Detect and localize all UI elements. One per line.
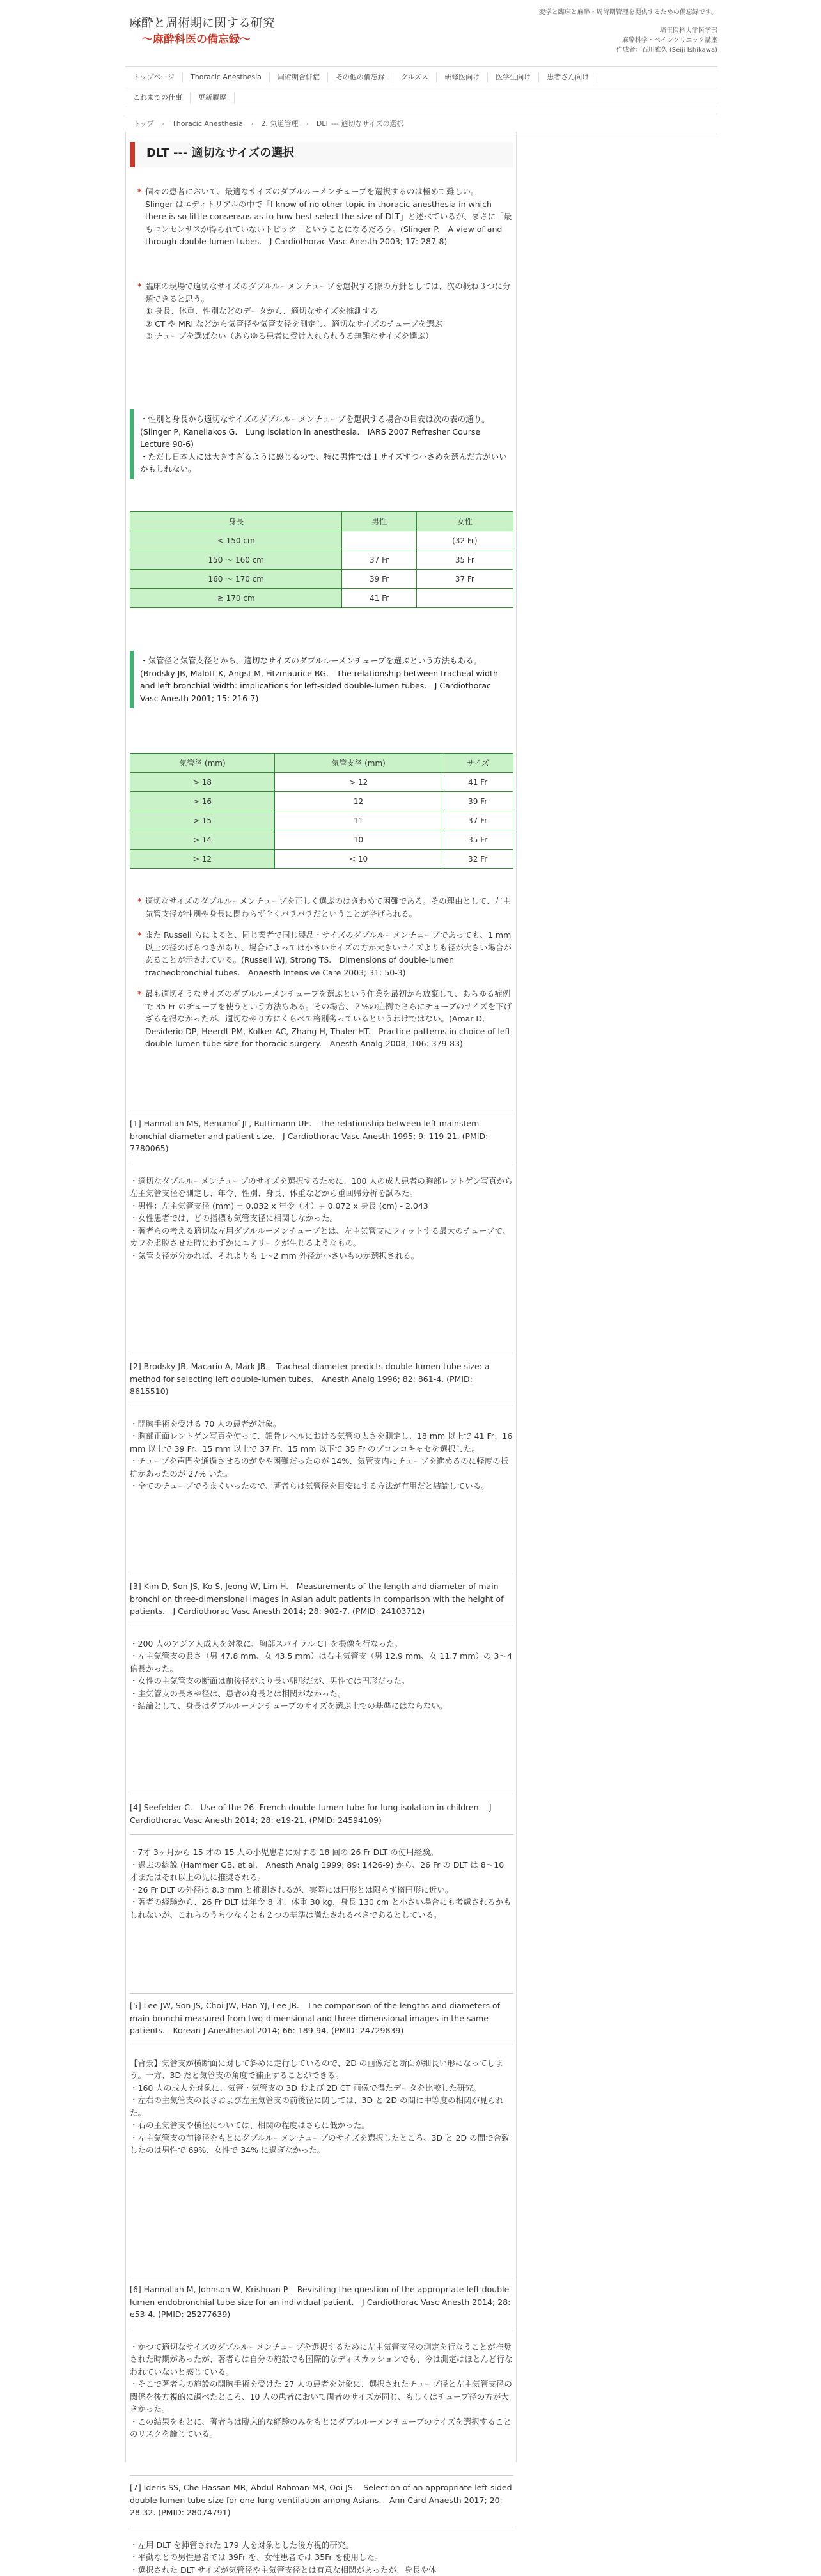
summary-item: ・過去の総説 (Hammer GB, et al. Anesth Analg 1999; 89: 1426-9) から、26 Fr の DLT は 8〜10 才またはそれ以上の児に推奨される。 [130,1859,513,1884]
nav-item-students[interactable]: 医学生向け [488,72,539,83]
site-header [125,0,717,64]
divider [130,1834,513,1835]
summary-item: ・チューブを声門を通過させるのがやや困難だったのが 14%、気管支内にチューブを進めるのに軽度の抵抗があったのが 27% いた。 [130,1455,513,1480]
table-cell: 39 Fr [342,570,416,589]
breadcrumb-separator: › [162,119,164,130]
table-header: 女性 [416,512,513,531]
table-row [130,589,513,608]
reference-citation: [1] Hannallah MS, Benumof JL, Ruttimann UE. The relationship between left mainstem bronchial diameter and patient size. J Cardiothorac Vasc Anesth 1995; 9: 119-21. (PMID: 7780065) [130,1117,513,1155]
reference-1 [130,1117,513,1262]
summary-item: ・この結果をもとに、著者らは臨床的な経験のみをもとにダブルルーメンチューブのサイズを選択することのリスクを論じている。 [130,2416,513,2440]
nav-item-history[interactable]: 更新履歴 [191,93,235,104]
page-wrapper [125,0,717,64]
table-cell: > 14 [130,830,275,850]
intro-section-2 [130,280,513,343]
summary-item: ・主気管支の長さや径は、患者の身長とは相関がなかった。 [130,1688,513,1700]
summary-item: ・左用 DLT を挿管された 179 人を対象とした後方視的研究。 [130,2539,513,2552]
summary-item: ・男性：左主気管支径 (mm) = 0.032 x 年令（才）+ 0.072 x 身長 (cm) - 2.043 [130,1200,513,1213]
intro-text: ② CT や MRI などから気管径や気管支径を測定し、適切なサイズのチューブを選ぶ [145,318,513,330]
nav-item-complications[interactable]: 周術期合併症 [270,72,328,83]
summary-item: ・選択された DLT サイズが気管径や主気管支径とは有意な相関があったが、身長や体 [130,2564,513,2576]
table-cell: 39 Fr [442,792,513,811]
nav-row-2 [125,88,717,108]
reference-citation: [6] Hannallah M, Johnson W, Krishnan P. Revisiting the question of the appropriate left double-lumen endobronchial tube size for an individual patient. J Cardiothorac Vasc Anesth 2014; 28: e53-4. (PMID: 25277639) [130,2283,513,2321]
table-header-row [130,512,513,531]
breadcrumb-top[interactable]: トップ [133,119,154,130]
reference-6 [130,2283,513,2440]
table-header: 男性 [342,512,416,531]
note-callout [130,409,513,479]
intro-bullet [130,280,513,343]
reference-3 [130,1580,513,1712]
table-row [130,811,513,830]
height-note [130,409,513,479]
summary-item: ・そこで著者らの施設の開胸手術を受けた 27 人の患者を対象に、選択されたチューブ径と左主気管支径の関係を後方視的に調べたところ、10 人の患者において両者のサイズが同じ、もしくはチューブ径の方が大きかった。 [130,2378,513,2416]
nav-item-other-notes[interactable]: その他の備忘録 [328,72,393,83]
breadcrumb-separator: › [251,119,253,130]
table-cell: 150 〜 160 cm [130,550,342,570]
reference-citation: [4] Seefelder C. Use of the 26- French double-lumen tube for lung isolation in children. J Cardiothorac Vasc Anesth 2014; 28: e19-21. (PMID: 24594109) [130,1801,513,1826]
summary-item: ・7才 3ヶ月から 15 才の 15 人の小児患者に対する 18 回の 26 Fr DLT の使用経験。 [130,1846,513,1859]
note-text: ・性別と身長から適切なサイズのダブルルーメンチューブを選択する場合の目安は次の表の通り。(Slinger P, Kanellakos G. Lung isolation in anesthesia. IARS 2007 Refresher Course Lecture 90-6) [140,413,508,451]
breadcrumb-thoracic[interactable]: Thoracic Anesthesia [172,119,243,130]
header-info [539,8,717,55]
key-points [130,895,513,1050]
main-content [125,132,517,2462]
summary-item: ・全てのチューブでうまくいったので、著者らは気管径を目安にする方法が有用だと結論している。 [130,1480,513,1493]
table-cell: 10 [274,830,442,850]
divider [130,2475,513,2476]
table-cell: 37 Fr [416,570,513,589]
nav-item-past-work[interactable]: これまでの仕事 [125,93,191,104]
table-cell: 12 [274,792,442,811]
summary-item: ・女性患者では、どの指標も気管支径に相関しなかった。 [130,1212,513,1225]
reference-5 [130,1999,513,2157]
reference-citation: [5] Lee JW, Son JS, Choi JW, Han YJ, Lee JR. The comparison of the lengths and diameters of main bronchi measured from two-dimensional and three-dimensional images in the same patients. Korean J Anesthesiol 2014; 66: 189-94. (PMID: 24729839) [130,1999,513,2037]
point-item: * 適切なサイズのダブルルーメンチューブを正しく選ぶのはきわめて困難である。その理由として、左主気管支径が性別や身長に関わらず全くバラバラだということが挙げられる。 [130,895,513,920]
summary-item: ・左右の主気管支の長さおよび左主気管支の前後径に関しては、3D と 2D の間に中等度の相関が見られた。 [130,2094,513,2119]
table-cell: > 16 [130,792,275,811]
table-cell: ≧ 170 cm [130,589,342,608]
table-cell: > 15 [130,811,275,830]
note-text: ・ただし日本人には大きすぎるように感じるので、特に男性では１サイズずつ小さめを選んだ方がいいかもしれない。 [140,451,508,476]
summary-item: 【背景】気管支が横断面に対して斜めに走行しているので、2D の画像だと断面が細長い形になってしまう。一方、3D だと気管支の角度で補正することができる。 [130,2057,513,2082]
page-title: DLT --- 適切なサイズの選択 [130,142,513,167]
nav-item-residents[interactable]: 研修医向け [437,72,488,83]
intro-text: ③ チューブを選ばない（あらゆる患者に受け入れられうる無難なサイズを選ぶ） [145,330,513,343]
site-title[interactable]: 麻酔と周術期に関する研究 [129,14,275,33]
breadcrumb-current: DLT --- 適切なサイズの選択 [317,119,404,130]
table-cell: > 12 [274,773,442,792]
intro-section-1 [130,185,513,248]
table-row [130,773,513,792]
summary-item: ・著者の経験から、26 Fr DLT は年令 8 才、体重 30 kg、身長 130 cm と小さい場合にも考慮されるかもしれないが、これらのうち少なくとも２つの基準は満たされるべきであるとしている。 [130,1896,513,1921]
summary-item: ・開胸手術を受ける 70 人の患者が対象。 [130,1418,513,1431]
summary-item: ・160 人の成人を対象に、気管・気管支の 3D および 2D CT 画像で得たデータを比較した研究。 [130,2082,513,2095]
reference-summary [130,1175,513,1262]
summary-item: ・適切なダブルルーメンチューブのサイズを選択するために、100 人の成人患者の胸部レントゲン写真から左主気管支径を測定し、年令、性別、身長、体重などから重回帰分析を試みた。 [130,1175,513,1200]
reference-summary [130,2057,513,2157]
summary-item: ・左主気管支の前後径をもとにダブルルーメンチューブのサイズを選択したところ、3D と 2D の間で合致したのは男性で 69%、女性で 34% に過ぎなかった。 [130,2132,513,2157]
table-row [130,550,513,570]
reference-citation: [3] Kim D, Son JS, Ko S, Jeong W, Lim H. Measurements of the length and diameter of main bronchi on three-dimensional images in Asian adult patients in comparison with the height of patients. J Cardiothorac Vasc Anesth 2014; 28: 902-7. (PMID: 24103712) [130,1580,513,1618]
point-item: * 最も適切そうなサイズのダブルルーメンチューブを選ぶという作業を最初から放棄して、あらゆる症例で 35 Fr のチューブを使うという方法もある。その場合、２%の症例でさらにチューブのサイズを下げざるを得なかったが、適切なやり方にくらべて格別劣っているというわけではない。(Amar D, Desiderio DP, Heerdt PM, Kolker AC, Zhang H, Thaler HT. Practice patterns in choice of left double-lumen tube size for thoracic surgery. Anesth Analg 2008; 106: 379-83) [130,988,513,1050]
summary-item: ・かつて適切なサイズのダブルルーメンチューブを選択するために左主気管支径の測定を行なうことが推奨された時期があったが、著者らは自分の施設でも国際的なディスカッションでも、今は測定はほとんど行なわれていないと感じている。 [130,2341,513,2378]
table-cell: < 150 cm [130,531,342,550]
table-cell: 37 Fr [442,811,513,830]
summary-item: ・気管支径が分かれば、それよりも 1〜2 mm 外径が小さいものが選択される。 [130,1250,513,1262]
table-header: 気管径 (mm) [130,754,275,773]
intro-bullet [130,185,513,248]
breadcrumb-airway[interactable]: 2. 気道管理 [261,119,298,130]
nav-item-patients[interactable]: 患者さん向け [539,72,597,83]
main-navigation [125,66,717,107]
intro-text: Slinger はエディトリアルの中で「I know of no other topic in thoracic anesthesia in which there is so little consensus as to how best select the size of DLT」と述べているが、まさに「最もコンセンサスが得られていないトピック」ということになるだろう。(Slinger P. A view of and through double-lumen tubes. J Cardiothorac Vasc Anesth 2003; 17: 287-8) [145,198,513,248]
affiliation-1: 埼玉医科大学医学部 [539,26,717,36]
table-cell: 37 Fr [342,550,416,570]
table-cell: 41 Fr [442,773,513,792]
tagline: 変学と臨床と麻酔・周術期管理を提供するための備忘録です。 [539,8,717,17]
table-header: 身長 [130,512,342,531]
reference-4 [130,1801,513,1921]
table-row [130,792,513,811]
note-callout: ・気管径と気管支径とから、適切なサイズのダブルルーメンチューブを選ぶという方法もある。(Brodsky JB, Malott K, Angst M, Fitzmaurice BG. The relationship between tracheal width and left bronchial width: implications for left-sided double-lumen tubes. J Cardiothorac Vasc Anesth 2001; 15: 216-7) [130,651,513,708]
table-header-row [130,754,513,773]
site-subtitle[interactable]: 〜麻酔科医の備忘録〜 [142,32,251,49]
table-cell [342,531,416,550]
nav-row-1 [125,67,717,88]
reference-citation: [7] Ideris SS, Che Hassan MR, Abdul Rahman MR, Ooi JS. Selection of an appropriate left-sided double-lumen tube size for one-lung ventilation among Asians. Ann Card Anaesth 2017; 20: 28-32. (PMID: 28074791) [130,2481,513,2519]
breadcrumb-separator: › [306,119,308,130]
table-cell: (32 Fr) [416,531,513,550]
reference-summary [130,2341,513,2440]
table-cell: 41 Fr [342,589,416,608]
nav-item-top[interactable]: トップページ [125,72,183,83]
summary-item: ・26 Fr DLT の外径は 8.3 mm と推測されるが、実際には円形とは限らず楕円形に近い。 [130,1884,513,1897]
table-cell: > 18 [130,773,275,792]
table-cell: 160 〜 170 cm [130,570,342,589]
divider [130,1993,513,1994]
reference-summary [130,1418,513,1493]
summary-item: ・胸部正面レントゲン写真を使って、鎖骨レベルにおける気管の太さを測定し、18 mm 以上で 41 Fr、16 mm 以上で 39 Fr、15 mm 以上で 37 Fr、15 mm 以下で 35 Fr のブロンコキャセを選択した。 [130,1430,513,1455]
height-size-table [130,511,513,608]
table-cell: 11 [274,811,442,830]
table-row [130,570,513,589]
summary-item: ・右の主気管支や横径については、相関の程度はさらに低かった。 [130,2119,513,2132]
table-cell: 35 Fr [442,830,513,850]
table-row [130,531,513,550]
summary-item: ・著者らの考える適切な左用ダブルルーメンチューブとは、左主気管支にフィットする最大のチューブで、カフを虚脱させた時にわずかにエアリークが生じるようなもの。 [130,1225,513,1250]
table-row [130,850,513,869]
reference-citation: [2] Brodsky JB, Macario A, Mark JB. Tracheal diameter predicts double-lumen tube size: a method for selecting left double-lumen tubes. Anesth Analg 1996; 82: 861-4. (PMID: 8615510) [130,1360,513,1398]
table-cell: 35 Fr [416,550,513,570]
diameter-size-table [130,753,513,869]
table-header: 気管支径 (mm) [274,754,442,773]
reference-7 [130,2481,513,2576]
intro-text: * 臨床の現場で適切なサイズのダブルルーメンチューブを選択する際の方針としては、次の概ね３つに分類できると思う。 [145,280,513,305]
table-cell [416,589,513,608]
reference-summary [130,1638,513,1712]
table-header: サイズ [442,754,513,773]
table-cell: > 12 [130,850,275,869]
summary-item: ・平動なとの男性患者では 39Fr を、女性患者では 35Fr を使用した。 [130,2551,513,2564]
summary-item: ・女性の主気管支の断面は前後径がより長い卵形だが、男性では円形だった。 [130,1675,513,1688]
affiliation-2: 麻酔科学・ペインクリニック講座 [539,36,717,45]
author: 作成者：石川雅久 (Seiji Ishikawa) [539,45,717,55]
table-cell: < 10 [274,850,442,869]
reference-summary [130,2539,513,2576]
reference-summary [130,1846,513,1921]
table-row [130,830,513,850]
nav-item-thoracic[interactable]: Thoracic Anesthesia [183,72,270,83]
diameter-note [130,651,513,708]
intro-text: * 個々の患者において、最適なサイズのダブルルーメンチューブを選択するのは極めて難しい。 [145,185,513,198]
summary-item: ・左主気管支の長さ（男 47.8 mm、女 43.5 mm）は右主気管支（男 12.9 mm、女 11.7 mm）の 3〜4 倍長かった。 [130,1650,513,1675]
summary-item: ・200 人のアジア人成人を対象に、胸部スパイラル CT を撮像を行なった。 [130,1638,513,1650]
nav-item-kurzus[interactable]: クルズス [393,72,437,83]
table-cell: 32 Fr [442,850,513,869]
reference-2 [130,1360,513,1493]
summary-item: ・結論として、身長はダブルルーメンチューブのサイズを選ぶ上での基準にはならない。 [130,1700,513,1712]
intro-text: ① 身長、体重、性別などのデータから、適切なサイズを推測する [145,305,513,318]
point-item: * また Russell らによると、同じ業者で同じ製品・サイズのダブルルーメンチューブであっても、1 mm 以上の径のばらつきがあり、場合によっては小さいサイズの方が大きいサイズよりも径が大きい場合があることが示されている。(Russell WJ, Strong TS. Dimensions of double-lumen tracheobronchial tubes. Anaesth Intensive Care 2003; 31: 50-3) [130,929,513,979]
